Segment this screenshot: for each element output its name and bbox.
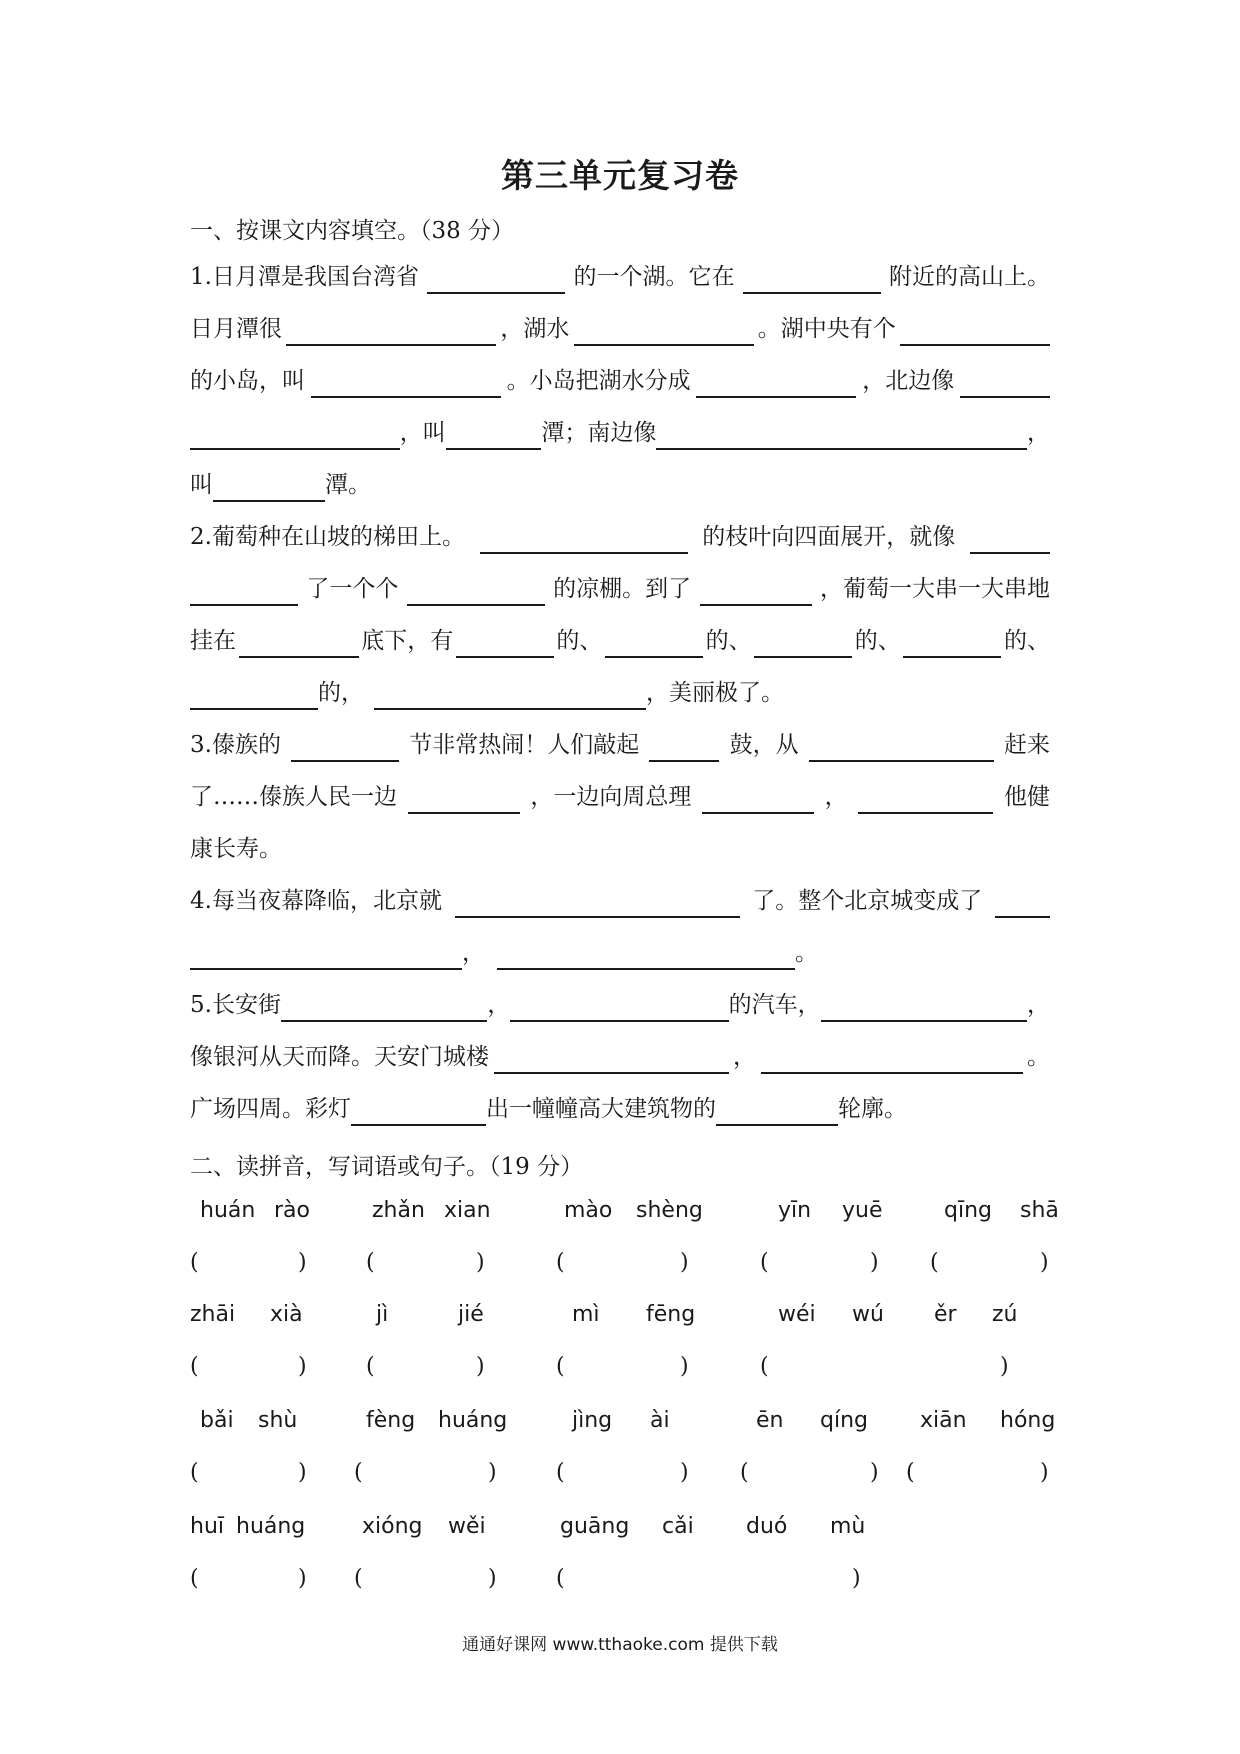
q2-line-1: 2.葡萄种在山坡的梯田上。 的枝叶向四面展开，就像 — [190, 520, 1050, 554]
footer-credit: 通通好课网 www.tthaoke.com 提供下载 — [462, 1635, 778, 1655]
answer-row-3: ( ) ( ) ( ) ( ) ( ) — [190, 1460, 1049, 1485]
pinyin: duó — [746, 1514, 788, 1539]
fill-blank[interactable] — [510, 994, 728, 1022]
fill-blank[interactable] — [900, 318, 1050, 346]
pinyin: fēng — [646, 1302, 696, 1327]
fill-blank[interactable] — [427, 266, 565, 294]
fill-blank[interactable] — [455, 890, 740, 918]
pinyin: bǎi — [200, 1408, 234, 1433]
fill-blank[interactable] — [696, 370, 856, 398]
pinyin: wéi — [778, 1302, 816, 1327]
pinyin: cǎi — [662, 1514, 694, 1539]
fill-blank[interactable] — [281, 994, 487, 1022]
q5-line-2: 像银河从天而降。天安门城楼 ， 。 — [190, 1040, 1050, 1074]
fill-blank[interactable] — [213, 474, 325, 502]
pinyin: hóng — [1000, 1408, 1056, 1433]
q1-line-4: ，叫 潭；南边像 ， — [190, 416, 1050, 450]
fill-blank[interactable] — [716, 1098, 838, 1126]
pinyin: huī — [190, 1514, 224, 1539]
fill-blank[interactable] — [821, 994, 1027, 1022]
pinyin: zhāi — [190, 1302, 236, 1327]
fill-blank[interactable] — [960, 370, 1050, 398]
fill-blank[interactable] — [605, 630, 703, 658]
pinyin: zhǎn — [372, 1198, 425, 1223]
pinyin: huán — [200, 1198, 256, 1223]
fill-blank[interactable] — [809, 734, 994, 762]
pinyin: mù — [830, 1514, 866, 1539]
pinyin: ài — [650, 1408, 670, 1433]
pinyin-row-4 — [190, 1514, 1050, 1548]
pinyin: shā — [1020, 1198, 1059, 1223]
fill-blank[interactable] — [446, 422, 542, 450]
pinyin: jìng — [572, 1408, 613, 1433]
answer-row-4: ( ) ( ) ( ) — [190, 1566, 861, 1591]
fill-blank[interactable] — [291, 734, 399, 762]
fill-blank[interactable] — [239, 630, 359, 658]
fill-blank[interactable] — [574, 318, 754, 346]
q3-line-3: 康长寿。 — [190, 836, 282, 862]
answer-row-1: ( ) ( ) ( ) ( ) ( ) — [190, 1250, 1049, 1275]
pinyin: wú — [852, 1302, 884, 1327]
section-2-heading: 二、读拼音，写词语或句子。（19 分） — [190, 1154, 584, 1180]
pinyin: zú — [992, 1302, 1018, 1327]
pinyin: shèng — [636, 1198, 703, 1223]
fill-blank[interactable] — [700, 578, 812, 606]
pinyin: rào — [274, 1198, 310, 1223]
q2-line-2: 了一个个 的凉棚。到了 ，葡萄一大串一大串地 — [190, 572, 1050, 606]
q1-line-3: 的小岛，叫 。小岛把湖水分成 ，北边像 — [190, 364, 1050, 398]
section-1-heading: 一、按课文内容填空。（38 分） — [190, 218, 515, 244]
q5-line-3: 广场四周。彩灯 出一幢幢高大建筑物的 轮廓。 — [190, 1092, 1050, 1126]
pinyin: xióng — [362, 1514, 423, 1539]
pinyin: qíng — [820, 1408, 868, 1433]
q2-line-4: 的， ，美丽极了。 — [190, 676, 1050, 710]
q1-line-5: 叫 潭。 — [190, 468, 1050, 502]
q4-line-1: 4.每当夜幕降临，北京就 了。整个北京城变成了 — [190, 884, 1050, 918]
fill-blank[interactable] — [190, 422, 400, 450]
pinyin: xià — [270, 1302, 303, 1327]
answer-row-2: ( ) ( ) ( ) ( ) — [190, 1354, 1009, 1379]
pinyin: mào — [564, 1198, 613, 1223]
fill-blank[interactable] — [407, 578, 545, 606]
pinyin: fèng — [366, 1408, 416, 1433]
pinyin: yīn — [778, 1198, 812, 1223]
fill-blank[interactable] — [497, 942, 795, 970]
pinyin: xian — [444, 1198, 491, 1223]
pinyin: guāng — [560, 1514, 630, 1539]
q4-line-2: ， 。 — [190, 936, 1050, 970]
pinyin: huáng — [236, 1514, 306, 1539]
pinyin-row-2 — [190, 1302, 1050, 1336]
pinyin: qīng — [944, 1198, 992, 1223]
q5-line-1: 5.长安街 ， 的汽车， ， — [190, 988, 1050, 1022]
pinyin: huáng — [438, 1408, 508, 1433]
fill-blank[interactable] — [190, 578, 298, 606]
fill-blank[interactable] — [351, 1098, 486, 1126]
fill-blank[interactable] — [754, 630, 852, 658]
page-title: 第三单元复习卷 — [501, 156, 739, 195]
pinyin: jié — [458, 1302, 484, 1327]
fill-blank[interactable] — [903, 630, 1001, 658]
pinyin: jì — [376, 1302, 389, 1327]
fill-blank[interactable] — [190, 942, 462, 970]
fill-blank[interactable] — [311, 370, 501, 398]
fill-blank[interactable] — [761, 1046, 1023, 1074]
fill-blank[interactable] — [970, 526, 1050, 554]
pinyin: shù — [258, 1408, 298, 1433]
fill-blank[interactable] — [286, 318, 496, 346]
q1-line-2: 日月潭很 ，湖水 。湖中央有个 — [190, 312, 1050, 346]
pinyin-row-1 — [190, 1198, 1059, 1232]
fill-blank[interactable] — [656, 422, 1027, 450]
pinyin-row-3 — [190, 1408, 1056, 1442]
fill-blank[interactable] — [702, 786, 814, 814]
fill-blank[interactable] — [743, 266, 881, 294]
pinyin: ěr — [934, 1302, 957, 1327]
pinyin: mì — [572, 1302, 600, 1327]
fill-blank[interactable] — [456, 630, 554, 658]
fill-blank[interactable] — [480, 526, 688, 554]
pinyin: yuē — [842, 1198, 883, 1223]
pinyin: xiān — [920, 1408, 967, 1433]
q1-line-1: 1.日月潭是我国台湾省 的一个湖。它在 附近的高山上。 — [190, 260, 1050, 294]
fill-blank[interactable] — [649, 734, 719, 762]
fill-blank[interactable] — [858, 786, 993, 814]
q2-line-3: 挂在 底下，有 的、 的、 的、 的、 — [190, 624, 1050, 658]
fill-blank[interactable] — [995, 890, 1050, 918]
fill-blank[interactable] — [494, 1046, 729, 1074]
fill-blank[interactable] — [190, 682, 318, 710]
pinyin: wěi — [448, 1514, 486, 1539]
q3-line-2: 了……傣族人民一边 ，一边向周总理 ， 他健 — [190, 780, 1050, 814]
fill-blank[interactable] — [408, 786, 520, 814]
fill-blank[interactable] — [374, 682, 646, 710]
pinyin: ēn — [756, 1408, 784, 1433]
q3-line-1: 3.傣族的 节非常热闹！人们敲起 鼓，从 赶来 — [190, 728, 1050, 762]
